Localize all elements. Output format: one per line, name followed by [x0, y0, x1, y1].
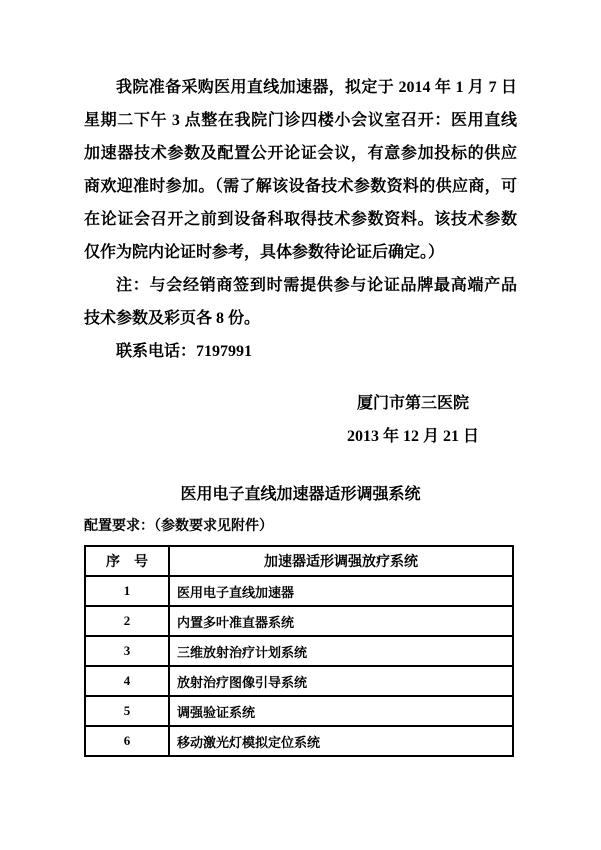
- table-row: [85, 666, 513, 696]
- note-line: 技术参数及彩页各 8 份。: [84, 310, 261, 327]
- paragraph-line: 我院准备采购医用直线加速器，拟定于 2014 年 1 月 7 日: [116, 79, 517, 96]
- contact-phone-line: 联系电话：7197991: [116, 343, 253, 360]
- paragraph-line: 加速器技术参数及配置公开论证会议，有意参加投标的供应: [84, 145, 517, 162]
- row-number: 3: [85, 636, 169, 666]
- paragraph-line: 在论证会召开之前到设备科取得技术参数资料。该技术参数: [84, 211, 517, 228]
- row-item: 放射治疗图像引导系统: [169, 666, 513, 696]
- row-number: 1: [85, 576, 169, 606]
- signature-block: [318, 387, 508, 453]
- paragraph-line: 商欢迎准时参加。（需了解该设备技术参数资料的供应商，可: [84, 178, 517, 195]
- table-row: [85, 636, 513, 666]
- note-line: 注：与会经销商签到时需提供参与论证品牌最高端产品: [116, 277, 517, 294]
- header-serial-number: 序 号: [85, 546, 169, 576]
- table-row: [85, 576, 513, 606]
- row-item: 三维放射治疗计划系统: [169, 636, 513, 666]
- opening-paragraph: [84, 71, 517, 269]
- header-system-name: 加速器适形调强放疗系统: [169, 546, 513, 576]
- row-item: 内置多叶准直器系统: [169, 606, 513, 636]
- paragraph-line: 星期二下午 3 点整在我院门诊四楼小会议室召开：医用直线: [84, 112, 517, 129]
- table-header-row: [85, 546, 513, 576]
- signature-organization: 厦门市第三医院: [356, 395, 469, 412]
- row-number: 4: [85, 666, 169, 696]
- row-number: 5: [85, 696, 169, 726]
- table-row: [85, 696, 513, 726]
- section-title: 医用电子直线加速器适形调强系统: [180, 486, 421, 503]
- paragraph-line: 仅作为院内论证时参考，具体参数待论证后确定。）: [84, 244, 445, 261]
- spec-table: [84, 545, 514, 757]
- signature-date: 2013 年 12 月 21 日: [346, 428, 479, 445]
- table-row: [85, 726, 513, 756]
- row-item: 移动激光灯模拟定位系统: [169, 726, 513, 756]
- config-requirements-heading: 配置要求：（参数要求见附件）: [84, 519, 273, 534]
- row-number: 6: [85, 726, 169, 756]
- table-row: [85, 606, 513, 636]
- row-item: 调强验证系统: [169, 696, 513, 726]
- note-paragraph: [84, 269, 517, 335]
- row-item: 医用电子直线加速器: [169, 576, 513, 606]
- row-number: 2: [85, 606, 169, 636]
